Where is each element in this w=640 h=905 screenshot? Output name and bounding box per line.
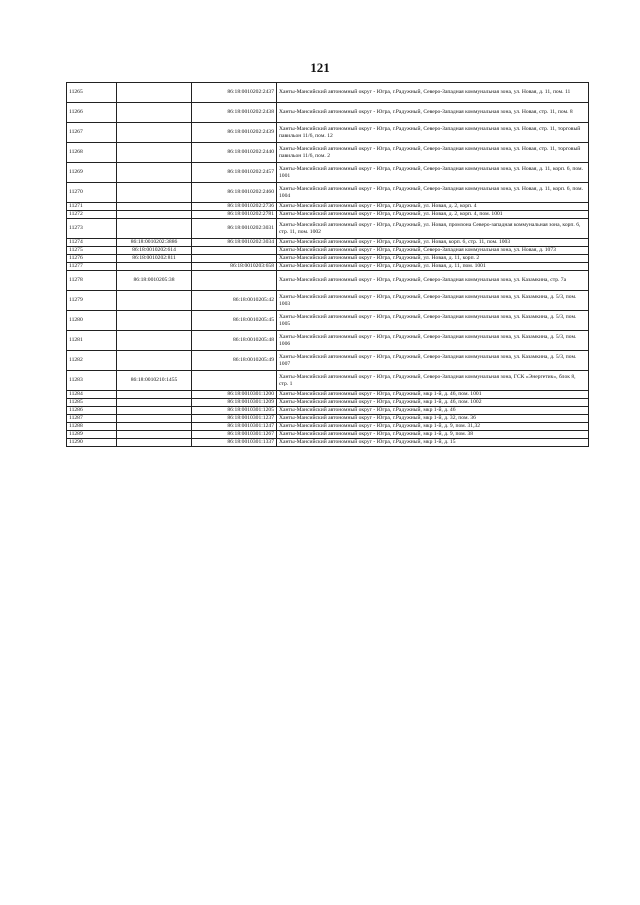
object-number-cell: 86:18:0010205:49: [192, 351, 277, 371]
address-cell: Ханты-Мансийский автономный округ - Югра, г.Радужный, мкр 1-й, д. 9, пом. 31,32: [277, 423, 589, 431]
object-number-cell: 86:18:0010205:45: [192, 311, 277, 331]
cadastral-number-cell: [117, 163, 192, 183]
row-number-cell: 11277: [67, 263, 117, 271]
object-number-cell: [192, 247, 277, 255]
cadastral-number-cell: [117, 183, 192, 203]
address-cell: Ханты-Мансийский автономный округ - Югра, г.Радужный, Северо-Западная коммунальная зона, ул. Казамкина, д. 5/3, пом. 1007: [277, 351, 589, 371]
row-number-cell: 11275: [67, 247, 117, 255]
row-number-cell: 11281: [67, 331, 117, 351]
table-row: [67, 371, 589, 391]
address-cell: Ханты-Мансийский автономный округ - Югра, г.Радужный, Северо-Западная коммунальная зона, ГСК «Энергетик», блок 8, стр. 1: [277, 371, 589, 391]
row-number-cell: 11287: [67, 415, 117, 423]
row-number-cell: 11267: [67, 123, 117, 143]
table-row: [67, 351, 589, 371]
address-cell: Ханты-Мансийский автономный округ - Югра, г.Радужный, ул. Новая, промзона Северо-западная коммунальная зона, корп. 6, стр. 11, пом. 1002: [277, 219, 589, 239]
table-row: [67, 255, 589, 263]
row-number-cell: 11266: [67, 103, 117, 123]
address-cell: Ханты-Мансийский автономный округ - Югра, г.Радужный, мкр 1-й, д. 9, пом. 38: [277, 431, 589, 439]
row-number-cell: 11268: [67, 143, 117, 163]
table-row: [67, 83, 589, 103]
object-number-cell: 86:18:0010202:2437: [192, 83, 277, 103]
cadastral-number-cell: [117, 103, 192, 123]
address-cell: Ханты-Мансийский автономный округ - Югра, г.Радужный, мкр 1-й, д. 46, пом. 1002: [277, 399, 589, 407]
cadastral-number-cell: [117, 431, 192, 439]
address-cell: Ханты-Мансийский автономный округ - Югра, г.Радужный, мкр 1-й, д. 46, пом. 1001: [277, 391, 589, 399]
table-row: [67, 219, 589, 239]
table-row: [67, 263, 589, 271]
cadastral-number-cell: [117, 143, 192, 163]
cadastral-number-cell: [117, 311, 192, 331]
cadastral-number-cell: 86:18:0010205:38: [117, 271, 192, 291]
object-number-cell: 86:18:0010301:1237: [192, 415, 277, 423]
row-number-cell: 11286: [67, 407, 117, 415]
cadastral-number-cell: [117, 399, 192, 407]
address-cell: Ханты-Мансийский автономный округ - Югра, г.Радужный, ул. Новая, корп. 6, стр. 11, пом. 1003: [277, 239, 589, 247]
cadastral-number-cell: [117, 123, 192, 143]
object-number-cell: [192, 255, 277, 263]
cadastral-number-cell: 86:18:0010202:811: [117, 255, 192, 263]
table-row: [67, 415, 589, 423]
address-cell: Ханты-Мансийский автономный округ - Югра, г.Радужный, мкр 1-й, д. 32, пом. 36: [277, 415, 589, 423]
row-number-cell: 11288: [67, 423, 117, 431]
cadastral-number-cell: 86:18:0010202:614: [117, 247, 192, 255]
cadastral-number-cell: [117, 423, 192, 431]
cadastral-number-cell: [117, 415, 192, 423]
object-number-cell: 86:18:0010301:1267: [192, 431, 277, 439]
table-row: [67, 103, 589, 123]
address-cell: Ханты-Мансийский автономный округ - Югра, г.Радужный, мкр 1-й, д. 15: [277, 439, 589, 447]
row-number-cell: 11285: [67, 399, 117, 407]
row-number-cell: 11278: [67, 271, 117, 291]
address-cell: Ханты-Мансийский автономный округ - Югра, г.Радужный, ул. Новая, д. 2, корп. 4, пом. 1001: [277, 211, 589, 219]
address-cell: Ханты-Мансийский автономный округ - Югра, г.Радужный, Северо-Западная коммунальная зона, ул. Казамкина, д. 5/3, пом. 1003: [277, 291, 589, 311]
object-number-cell: 86:18:0010301:1205: [192, 407, 277, 415]
table-row: [67, 143, 589, 163]
object-number-cell: 86:18:0010202:3031: [192, 219, 277, 239]
cadastral-number-cell: [117, 331, 192, 351]
object-number-cell: 86:18:0010202:2781: [192, 211, 277, 219]
address-cell: Ханты-Мансийский автономный округ - Югра, г.Радужный, Северо-Западная коммунальная зона, ул. Казамкина, д. 5/3, пом. 1006: [277, 331, 589, 351]
property-table: [66, 82, 589, 447]
row-number-cell: 11290: [67, 439, 117, 447]
table-row: [67, 183, 589, 203]
address-cell: Ханты-Мансийский автономный округ - Югра, г.Радужный, Северо-Западная коммунальная зона, ул. Новая, д. 11, корп. 6, пом. 1004: [277, 183, 589, 203]
page-number: 121: [310, 60, 330, 75]
table-row: [67, 203, 589, 211]
address-cell: Ханты-Мансийский автономный округ - Югра, г.Радужный, Северо-Западная коммунальная зона, ул. Казамкина, д. 5/3, пом. 1005: [277, 311, 589, 331]
table-row: [67, 391, 589, 399]
row-number-cell: 11289: [67, 431, 117, 439]
object-number-cell: 86:18:0010202:2736: [192, 203, 277, 211]
object-number-cell: [192, 271, 277, 291]
row-number-cell: 11270: [67, 183, 117, 203]
address-cell: Ханты-Мансийский автономный округ - Югра, г.Радужный, Северо-Западная коммунальная зона, ул. Новая, стр. 11, торговый павильон 11/6, пом. 12: [277, 123, 589, 143]
table-row: [67, 407, 589, 415]
cadastral-number-cell: [117, 391, 192, 399]
address-cell: Ханты-Мансийский автономный округ - Югра, г.Радужный, Северо-Западная коммунальная зона, ул. Новая, д. 11, пом. 11: [277, 83, 589, 103]
table-body: [67, 83, 589, 447]
table-row: [67, 431, 589, 439]
address-cell: Ханты-Мансийский автономный округ - Югра, г.Радужный, Северо-Западная коммунальная зона, ул. Новая, д. 11, корп. 6, пом. 1001: [277, 163, 589, 183]
cadastral-number-cell: [117, 291, 192, 311]
object-number-cell: 86:18:0010205:42: [192, 291, 277, 311]
cadastral-number-cell: [117, 211, 192, 219]
address-cell: Ханты-Мансийский автономный округ - Югра, г.Радужный, Северо-Западная коммунальная зона, ул. Казамкина, стр. 7а: [277, 271, 589, 291]
row-number-cell: 11284: [67, 391, 117, 399]
row-number-cell: 11276: [67, 255, 117, 263]
object-number-cell: 86:18:0010301:1209: [192, 399, 277, 407]
row-number-cell: 11274: [67, 239, 117, 247]
address-cell: Ханты-Мансийский автономный округ - Югра, г.Радужный, ул. Новая, д. 11, пом. 1001: [277, 263, 589, 271]
row-number-cell: 11271: [67, 203, 117, 211]
cadastral-number-cell: [117, 219, 192, 239]
row-number-cell: 11272: [67, 211, 117, 219]
row-number-cell: 11265: [67, 83, 117, 103]
table-row: [67, 311, 589, 331]
object-number-cell: 86:18:0010202:2438: [192, 103, 277, 123]
table-row: [67, 271, 589, 291]
table-row: [67, 291, 589, 311]
object-number-cell: 86:18:0010301:1200: [192, 391, 277, 399]
object-number-cell: 86:18:0010202:2439: [192, 123, 277, 143]
object-number-cell: [192, 371, 277, 391]
cadastral-number-cell: [117, 407, 192, 415]
table-row: [67, 399, 589, 407]
cadastral-number-cell: [117, 203, 192, 211]
object-number-cell: 86:18:0010202:2457: [192, 163, 277, 183]
cadastral-number-cell: [117, 439, 192, 447]
row-number-cell: 11279: [67, 291, 117, 311]
table-row: [67, 211, 589, 219]
cadastral-number-cell: [117, 263, 192, 271]
address-cell: Ханты-Мансийский автономный округ - Югра, г.Радужный, ул. Новая, д. 11, корп. 2: [277, 255, 589, 263]
object-number-cell: 86:18:0010301:1247: [192, 423, 277, 431]
row-number-cell: 11269: [67, 163, 117, 183]
table-row: [67, 247, 589, 255]
row-number-cell: 11273: [67, 219, 117, 239]
object-number-cell: 86:18:0010301:1337: [192, 439, 277, 447]
address-cell: Ханты-Мансийский автономный округ - Югра, г.Радужный, Северо-Западная коммунальная зона, ул. Новая, стр. 11, пом. 8: [277, 103, 589, 123]
table-row: [67, 123, 589, 143]
row-number-cell: 11280: [67, 311, 117, 331]
object-number-cell: 86:18:0010205:48: [192, 331, 277, 351]
object-number-cell: 86:18:0010203:658: [192, 263, 277, 271]
row-number-cell: 11283: [67, 371, 117, 391]
object-number-cell: 86:18:0010202:3034: [192, 239, 277, 247]
cadastral-number-cell: [117, 351, 192, 371]
object-number-cell: 86:18:0010202:2440: [192, 143, 277, 163]
address-cell: Ханты-Мансийский автономный округ - Югра, г.Радужный, Северо-Западная коммунальная зона, ул. Новая, стр. 11, торговый павильон 11/6, пом. 2: [277, 143, 589, 163]
table-row: [67, 239, 589, 247]
table-row: [67, 439, 589, 447]
table-row: [67, 163, 589, 183]
cadastral-number-cell: 86:18:0010202:3886: [117, 239, 192, 247]
address-cell: Ханты-Мансийский автономный округ - Югра, г.Радужный, Северо-Западная коммунальная зона, ул. Новая, д. 1073: [277, 247, 589, 255]
cadastral-number-cell: [117, 83, 192, 103]
table-row: [67, 331, 589, 351]
address-cell: Ханты-Мансийский автономный округ - Югра, г.Радужный, мкр 1-й, д. 46: [277, 407, 589, 415]
cadastral-number-cell: 86:18:0010210:1455: [117, 371, 192, 391]
row-number-cell: 11282: [67, 351, 117, 371]
object-number-cell: 86:18:0010202:2460: [192, 183, 277, 203]
table-row: [67, 423, 589, 431]
address-cell: Ханты-Мансийский автономный округ - Югра, г.Радужный, ул. Новая, д. 2, корп. 4: [277, 203, 589, 211]
